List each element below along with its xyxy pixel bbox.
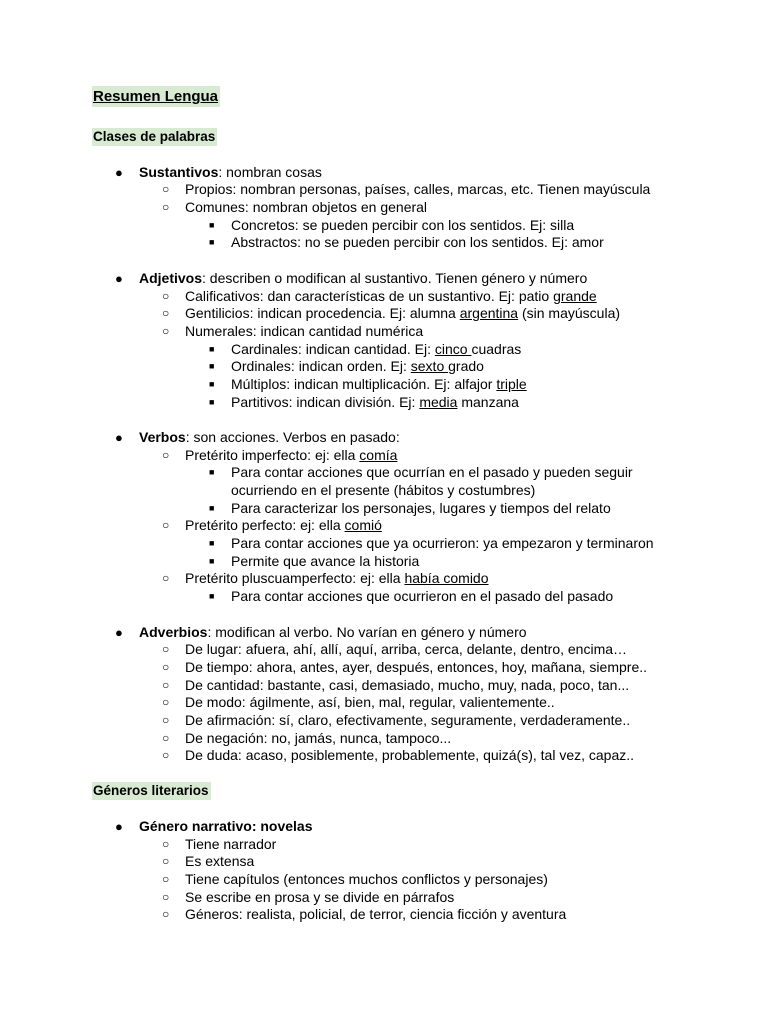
section-heading-clases: Clases de palabras xyxy=(93,129,216,144)
bullet-level1: ● xyxy=(115,430,123,445)
list-item: Cardinales: indican cantidad. Ej: cinco cuadras xyxy=(231,341,522,357)
list-item: Ordinales: indican orden. Ej: sexto grado xyxy=(231,358,484,374)
bullet-level2: ○ xyxy=(162,890,170,904)
list-item: De negación: no, jamás, nunca, tampoco... xyxy=(185,730,452,746)
list-item: Calificativos: dan características de un sustantivo. Ej: patio grande xyxy=(185,288,597,304)
list-item: Tiene narrador xyxy=(185,836,277,852)
bullet-level2: ○ xyxy=(162,837,170,851)
bullet-level2: ○ xyxy=(162,660,170,674)
list-item: Concretos: se pueden percibir con los sentidos. Ej: silla xyxy=(231,217,575,233)
list-item: Es extensa xyxy=(185,853,255,869)
list-item: De cantidad: bastante, casi, demasiado, mucho, muy, nada, poco, tan... xyxy=(185,677,630,693)
list-item: Abstractos: no se pueden percibir con los sentidos. Ej: amor xyxy=(231,234,604,250)
list-item: Múltiplos: indican multiplicación. Ej: alfajor triple xyxy=(231,376,527,392)
section-heading-generos: Géneros literarios xyxy=(93,783,209,798)
bullet-level2: ○ xyxy=(162,695,170,709)
list-item: De duda: acaso, posiblemente, probablemente, quizá(s), tal vez, capaz.. xyxy=(185,747,635,763)
list-item: De tiempo: ahora, antes, ayer, después, entonces, hoy, mañana, siempre.. xyxy=(185,659,648,675)
list-item: Para contar acciones que ocurrieron en el pasado del pasado xyxy=(231,588,614,604)
bullet-level1: ● xyxy=(115,625,123,640)
bullet-level2: ○ xyxy=(162,713,170,727)
bullet-level1: ● xyxy=(115,271,123,286)
list-item: Para contar acciones que ocurrían en el pasado y pueden seguir xyxy=(231,464,633,480)
list-item: Se escribe en prosa y se divide en párrafos xyxy=(185,889,455,905)
bullet-level2: ○ xyxy=(162,571,170,585)
list-item: Numerales: indican cantidad numérica xyxy=(185,323,424,339)
list-item: Pretérito perfecto: ej: ella comió xyxy=(185,517,382,533)
list-item: De modo: ágilmente, así, bien, mal, regular, valientemente.. xyxy=(185,694,555,710)
bullet-level2: ○ xyxy=(162,182,170,196)
list-item: De afirmación: sí, claro, efectivamente, seguramente, verdaderamente.. xyxy=(185,712,631,728)
bullet-level2: ○ xyxy=(162,324,170,338)
bullet-level2: ○ xyxy=(162,306,170,320)
bullet-level3: ■ xyxy=(209,591,215,601)
bullet-level2: ○ xyxy=(162,518,170,532)
bullet-level3: ■ xyxy=(209,379,215,389)
list-item-adverbios: Adverbios: modifican al verbo. No varían en género y número xyxy=(139,624,527,640)
list-item: Gentilicios: indican procedencia. Ej: alumna argentina (sin mayúscula) xyxy=(185,305,621,321)
list-item-continuation: ocurriendo en el presente (hábitos y costumbres) xyxy=(231,482,536,498)
list-item: Tiene capítulos (entonces muchos conflictos y personajes) xyxy=(185,871,548,887)
document-title: Resumen Lengua xyxy=(93,88,219,105)
list-item: Para caracterizar los personajes, lugares y tiempos del relato xyxy=(231,500,611,516)
list-item: Pretérito imperfecto: ej: ella comía xyxy=(185,447,398,463)
bullet-level3: ■ xyxy=(209,467,215,477)
bullet-level2: ○ xyxy=(162,748,170,762)
list-item: Para contar acciones que ya ocurrieron: ya empezaron y terminaron xyxy=(231,535,654,551)
list-item-adjetivos: Adjetivos: describen o modifican al sustantivo. Tienen género y número xyxy=(139,270,588,286)
list-item: Pretérito pluscuamperfecto: ej: ella había comido xyxy=(185,570,489,586)
bullet-level3: ■ xyxy=(209,397,215,407)
bullet-level2: ○ xyxy=(162,854,170,868)
list-item-verbos: Verbos: son acciones. Verbos en pasado: xyxy=(139,429,400,445)
list-item: Propios: nombran personas, países, calles, marcas, etc. Tienen mayúscula xyxy=(185,181,651,197)
bullet-level3: ■ xyxy=(209,556,215,566)
list-item: Comunes: nombran objetos en general xyxy=(185,199,428,215)
bullet-level2: ○ xyxy=(162,448,170,462)
bullet-level3: ■ xyxy=(209,538,215,548)
bullet-level3: ■ xyxy=(209,503,215,513)
list-item-sustantivos: Sustantivos: nombran cosas xyxy=(139,164,322,180)
list-item: Géneros: realista, policial, de terror, ciencia ficción y aventura xyxy=(185,906,567,922)
bullet-level2: ○ xyxy=(162,200,170,214)
bullet-level3: ■ xyxy=(209,220,215,230)
bullet-level2: ○ xyxy=(162,678,170,692)
bullet-level3: ■ xyxy=(209,344,215,354)
bullet-level2: ○ xyxy=(162,872,170,886)
bullet-level1: ● xyxy=(115,819,123,834)
bullet-level2: ○ xyxy=(162,289,170,303)
bullet-level3: ■ xyxy=(209,237,215,247)
bullet-level2: ○ xyxy=(162,731,170,745)
bullet-level2: ○ xyxy=(162,907,170,921)
list-item: Partitivos: indican división. Ej: media manzana xyxy=(231,394,519,410)
bullet-level1: ● xyxy=(115,165,123,180)
bullet-level3: ■ xyxy=(209,361,215,371)
list-item-narrativo: Género narrativo: novelas xyxy=(139,818,313,834)
bullet-level2: ○ xyxy=(162,642,170,656)
list-item: Permite que avance la historia xyxy=(231,553,420,569)
list-item: De lugar: afuera, ahí, allí, aquí, arriba, cerca, delante, dentro, encima… xyxy=(185,641,628,657)
